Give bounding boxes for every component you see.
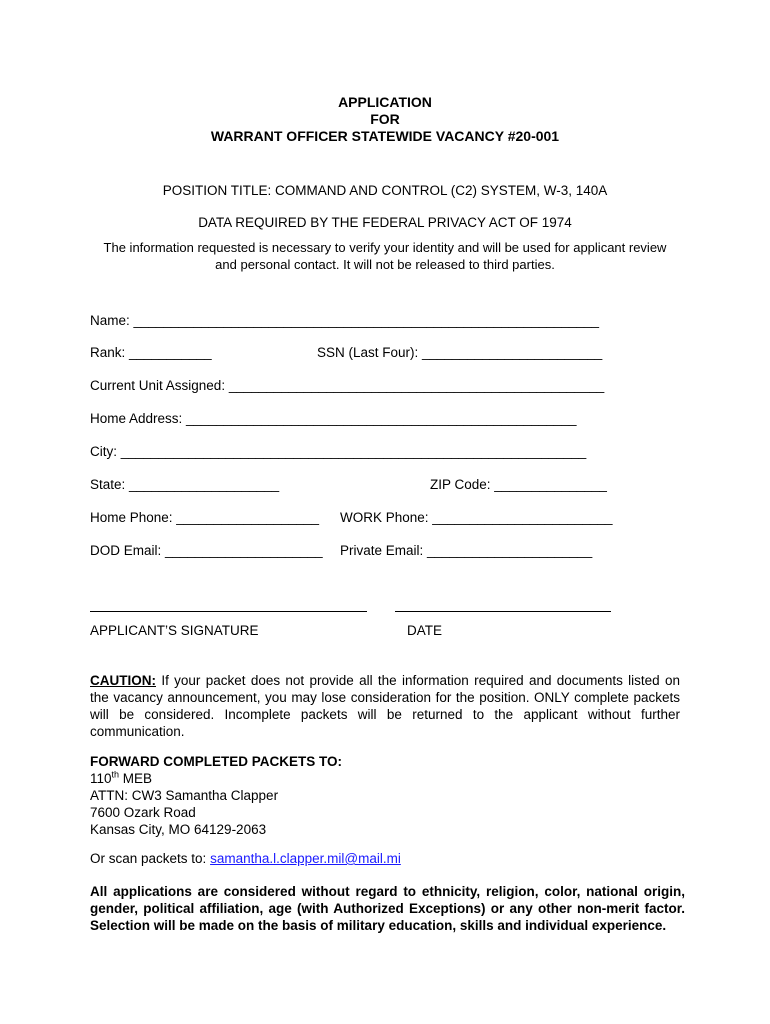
work-phone-field[interactable]: WORK Phone: ________________________ (340, 510, 613, 525)
unit-suffix: th (111, 769, 120, 780)
equal-opportunity-disclaimer: All applications are considered without regard to ethnicity, religion, color, national origin, gender, political affiliation, age (with Authorized Exceptions) or any other non-merit factor. Selection will be made on the basis of military education, skills and individual experience. (90, 884, 685, 933)
home-address-field[interactable]: Home Address: ____________________________________________________ (90, 411, 577, 426)
scan-prefix: Or scan packets to: (90, 851, 211, 866)
unit-name: MEB (119, 771, 153, 786)
state-field[interactable]: State: ____________________ (90, 477, 280, 492)
rank-field[interactable]: Rank: ___________ (90, 345, 212, 360)
applicant-signature-line[interactable] (90, 611, 367, 612)
title-line-for: FOR (370, 111, 400, 127)
date-line[interactable] (395, 611, 611, 612)
applicant-signature-label: APPLICANT’S SIGNATURE (90, 623, 259, 638)
caution-text: If your packet does not provide all the information required and documents listed on the vacancy announcement, you may lose consideration for the position. ONLY complete packets will be considered. Incomplete packets will be returned to the applicant without further communication. (90, 673, 680, 739)
scan-email-link[interactable]: samantha.l.clapper.mil@mail.mi (210, 851, 401, 866)
form-title (0, 94, 770, 145)
ssn-field[interactable]: SSN (Last Four): ________________________ (317, 345, 603, 360)
forward-street: 7600 Ozark Road (90, 805, 196, 820)
forward-attn: ATTN: CW3 Samantha Clapper (90, 788, 279, 803)
date-label: DATE (407, 623, 443, 638)
forward-unit (90, 770, 680, 787)
title-line-vacancy: WARRANT OFFICER STATEWIDE VACANCY #20-001 (210, 128, 560, 144)
private-email-field[interactable]: Private Email: ______________________ (340, 543, 593, 558)
caution-label: CAUTION: (90, 673, 156, 688)
forward-heading: FORWARD COMPLETED PACKETS TO: (90, 754, 343, 769)
privacy-note: The information requested is necessary to verify your identity and will be used for applicant review and personal contact. It will not be released to third parties. (103, 240, 667, 272)
privacy-act-heading: DATA REQUIRED BY THE FEDERAL PRIVACY ACT OF 1974 (198, 215, 572, 230)
forward-city: Kansas City, MO 64129-2063 (90, 822, 267, 837)
caution-paragraph (90, 672, 680, 740)
unit-number: 110 (90, 771, 112, 786)
city-field[interactable]: City: ______________________________________________________________ (90, 444, 587, 459)
title-line-application: APPLICATION (338, 94, 432, 110)
dod-email-field[interactable]: DOD Email: _____________________ (90, 543, 323, 558)
scan-instructions (90, 851, 401, 866)
zip-code-field[interactable]: ZIP Code: _______________ (430, 477, 607, 492)
home-phone-field[interactable]: Home Phone: ___________________ (90, 510, 319, 525)
name-field[interactable]: Name: ______________________________________________________________ (90, 313, 600, 328)
current-unit-field[interactable]: Current Unit Assigned: __________________________________________________ (90, 378, 605, 393)
position-title: POSITION TITLE: COMMAND AND CONTROL (C2) SYSTEM, W-3, 140A (162, 183, 608, 198)
forward-address-block (90, 753, 680, 838)
